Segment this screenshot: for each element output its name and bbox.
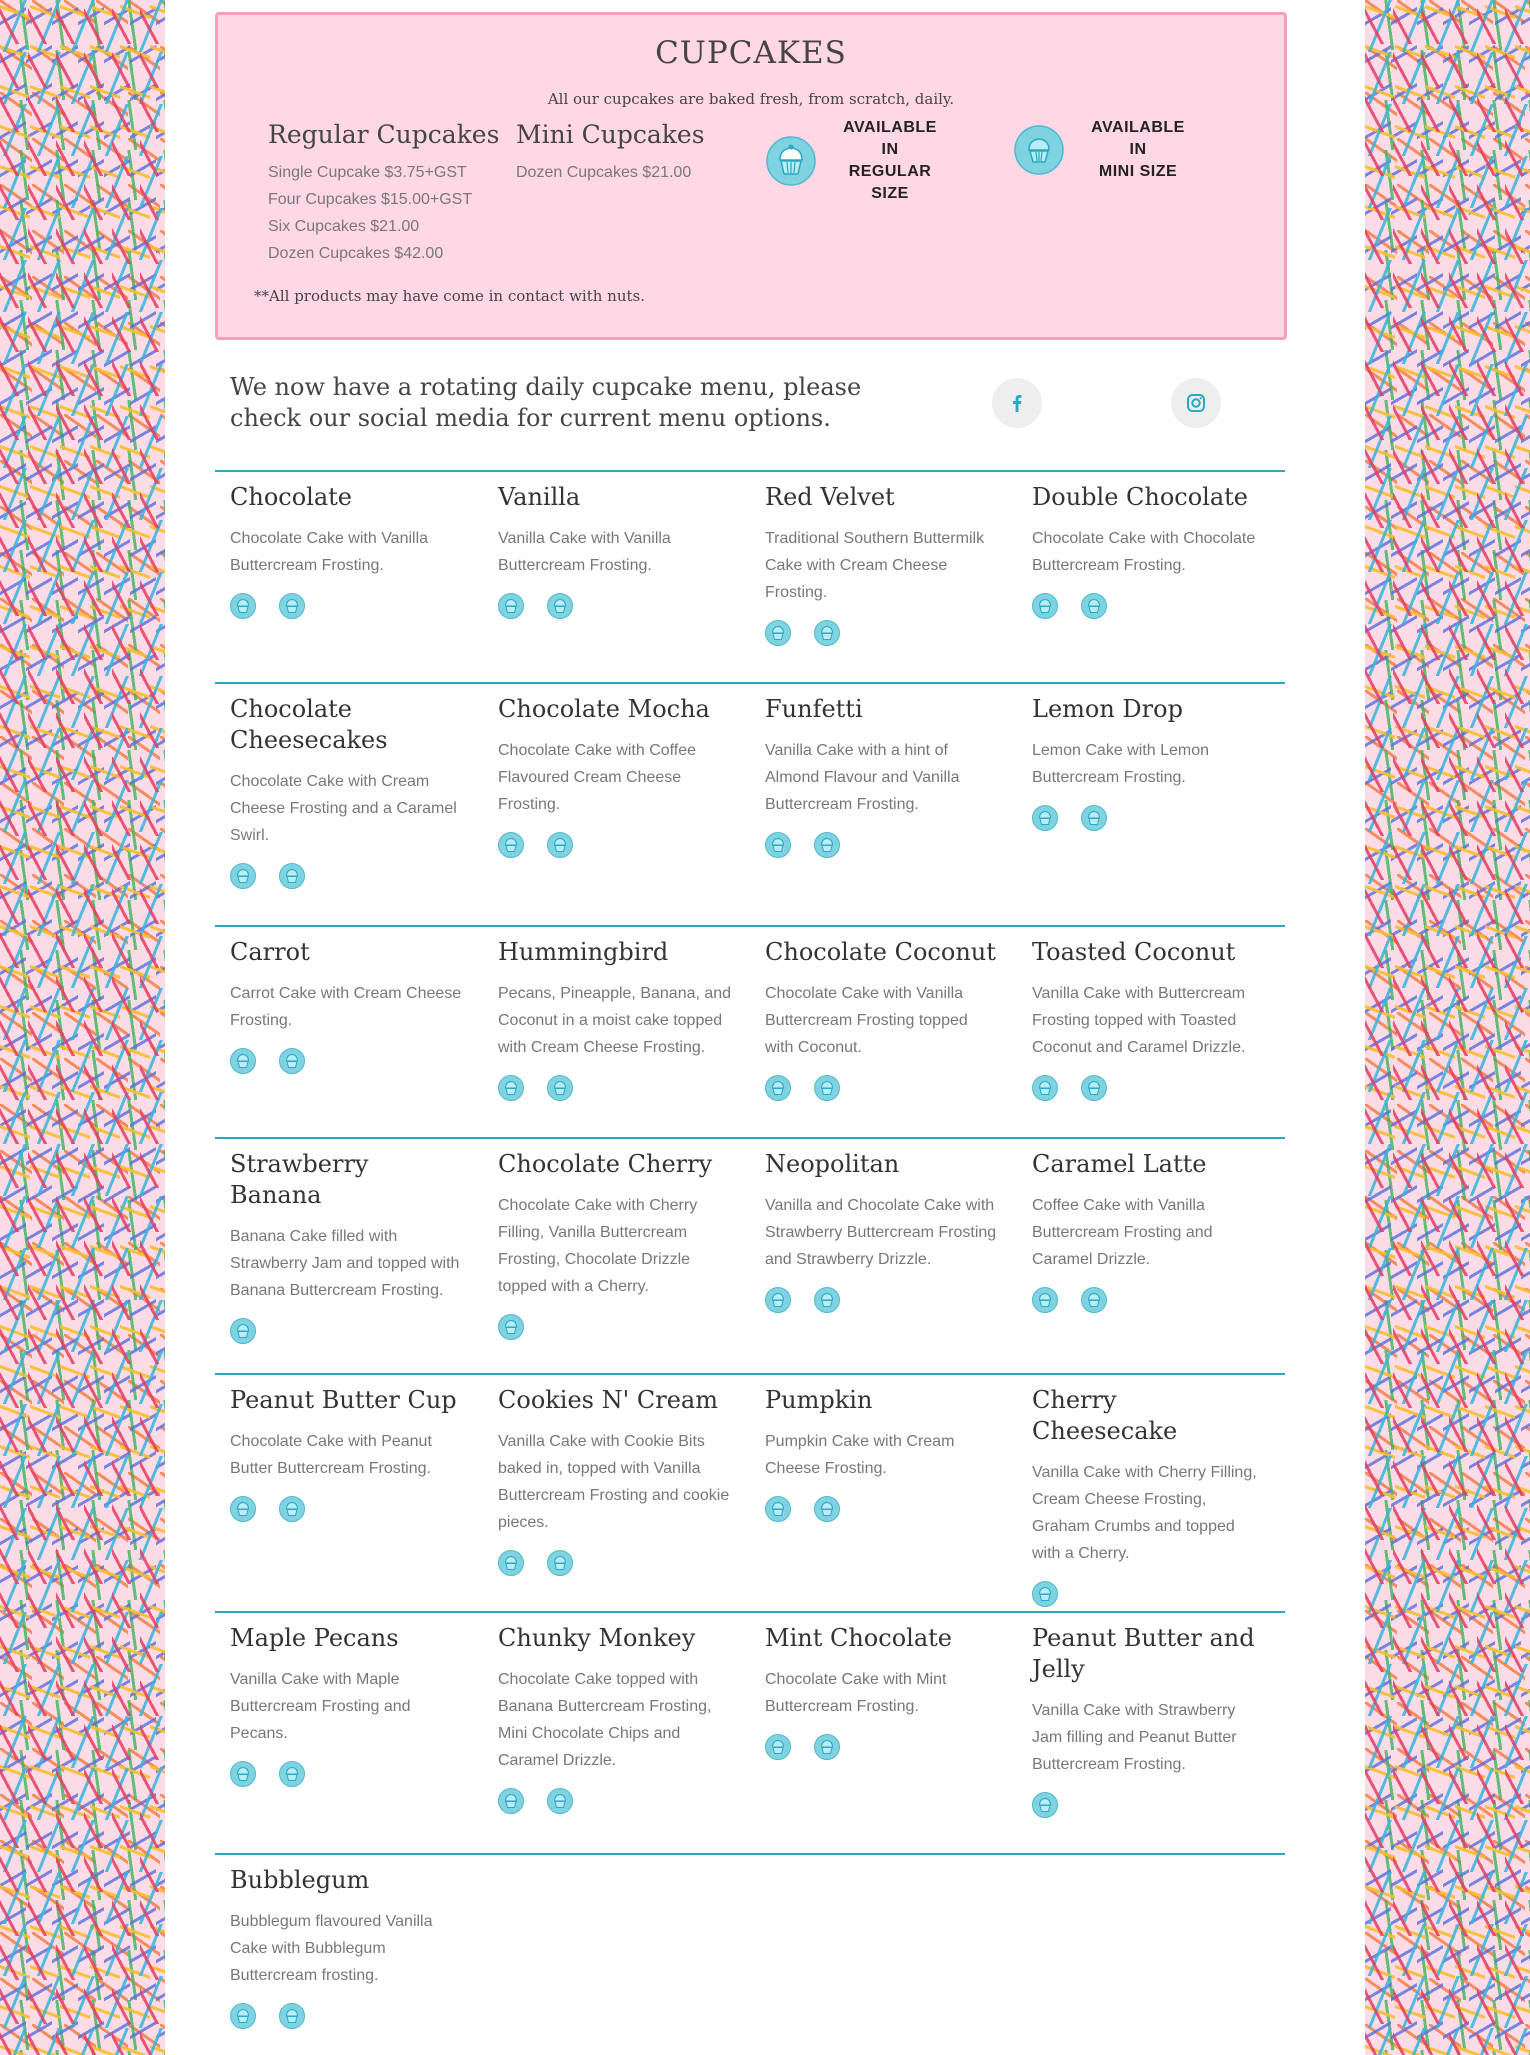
mini-cupcakes-prices <box>516 120 705 186</box>
rotating-menu-notice: We now have a rotating daily cupcake menu, please check our social media for current menu options. <box>230 373 862 432</box>
cupcake-icon <box>230 1318 256 1344</box>
cupcake-icon <box>765 1075 791 1101</box>
menu-item-description: Traditional Southern Buttermilk Cake with Cream Cheese Frosting. <box>765 530 985 601</box>
size-availability-icons <box>1032 1792 1267 1818</box>
cupcake-icon <box>765 1287 791 1313</box>
size-availability-icons <box>498 1550 733 1576</box>
cupcake-icon <box>230 1761 256 1787</box>
available-mini-label <box>1084 117 1192 183</box>
menu-row-divider <box>215 925 1285 927</box>
size-availability-icons <box>498 1075 733 1101</box>
cupcake-icon <box>765 832 791 858</box>
menu-item-description: Chocolate Cake with Chocolate Buttercream Frosting. <box>1032 530 1256 574</box>
menu-item-name: Chocolate Cheesecakes <box>230 695 388 754</box>
cupcake-icon <box>230 593 256 619</box>
menu-item-name: Chocolate Coconut <box>765 938 996 966</box>
regular-cupcakes-prices <box>268 120 499 267</box>
cupcake-icon <box>1081 593 1107 619</box>
menu-item-description: Chocolate Cake with Peanut Butter Buttercream Frosting. <box>230 1433 432 1477</box>
menu-item <box>765 937 1000 1101</box>
menu-item-description: Carrot Cake with Cream Cheese Frosting. <box>230 985 462 1029</box>
menu-item-name: Chocolate Cherry <box>498 1150 713 1178</box>
cupcake-icon <box>498 593 524 619</box>
menu-item-description: Pumpkin Cake with Cream Cheese Frosting. <box>765 1433 955 1477</box>
cupcake-icon <box>547 593 573 619</box>
menu-item-description: Bubblegum flavoured Vanilla Cake with Bubblegum Buttercream frosting. <box>230 1913 433 1984</box>
menu-item-name: Red Velvet <box>765 483 895 511</box>
cupcake-icon <box>230 2003 256 2029</box>
menu-item-name: Toasted Coconut <box>1032 938 1236 966</box>
cupcake-icon <box>498 1788 524 1814</box>
menu-item-name: Vanilla <box>498 483 581 511</box>
instagram-link[interactable] <box>1171 378 1221 428</box>
size-availability-icons <box>765 1734 1000 1760</box>
menu-item-name: Chocolate Mocha <box>498 695 710 723</box>
cupcake-icon <box>814 620 840 646</box>
menu-row-divider <box>215 1853 1285 1855</box>
cupcake-icon <box>279 593 305 619</box>
size-availability-icons <box>765 1496 1000 1522</box>
cupcake-icon <box>279 2003 305 2029</box>
menu-item <box>498 694 733 858</box>
menu-item <box>230 1865 465 2029</box>
menu-item-description: Vanilla Cake with Cookie Bits baked in, topped with Vanilla Buttercream Frosting and cookie pieces. <box>498 1433 730 1531</box>
cupcake-icon <box>230 1496 256 1522</box>
menu-item-description: Chocolate Cake with Cream Cheese Frosting and a Caramel Swirl. <box>230 773 457 844</box>
menu-item <box>1032 482 1267 619</box>
menu-item-name: Bubblegum <box>230 1866 370 1894</box>
cupcake-icon <box>547 1788 573 1814</box>
menu-item-description: Chocolate Cake topped with Banana Buttercream Frosting, Mini Chocolate Chips and Caramel Drizzle. <box>498 1671 712 1769</box>
menu-item <box>765 694 1000 858</box>
menu-item <box>765 1385 1000 1522</box>
cupcake-icon <box>1032 805 1058 831</box>
menu-item-name: Chunky Monkey <box>498 1624 696 1652</box>
pricing-title: CUPCAKES <box>655 35 847 71</box>
price-line: Dozen Cupcakes $21.00 <box>516 164 692 181</box>
menu-item-name: Pumpkin <box>765 1386 873 1414</box>
menu-item-name: Neopolitan <box>765 1150 900 1178</box>
menu-row-divider <box>215 1373 1285 1375</box>
menu-item-description: Vanilla Cake with a hint of Almond Flavour and Vanilla Buttercream Frosting. <box>765 742 960 813</box>
size-availability-icons <box>1032 805 1267 831</box>
menu-item <box>1032 1385 1267 1607</box>
menu-item-name: Hummingbird <box>498 938 669 966</box>
menu-item-description: Coffee Cake with Vanilla Buttercream Frosting and Caramel Drizzle. <box>1032 1197 1213 1268</box>
menu-item-description: Vanilla Cake with Strawberry Jam filling and Peanut Butter Buttercream Frosting. <box>1032 1702 1237 1773</box>
cupcake-icon <box>279 1761 305 1787</box>
menu-item-description: Vanilla Cake with Maple Buttercream Frosting and Pecans. <box>230 1671 411 1742</box>
cupcake-icon <box>498 1075 524 1101</box>
size-availability-icons <box>765 620 1000 646</box>
facebook-link[interactable] <box>992 378 1042 428</box>
menu-item <box>230 1623 465 1787</box>
menu-row-divider <box>215 682 1285 684</box>
menu-item <box>1032 937 1267 1101</box>
size-availability-icons <box>230 593 465 619</box>
available-line: AVAILABLE IN <box>843 119 937 158</box>
available-line: MINI SIZE <box>1098 163 1178 180</box>
menu-item-name: Peanut Butter Cup <box>230 1386 457 1414</box>
cupcake-icon <box>279 1048 305 1074</box>
menu-item-name: Lemon Drop <box>1032 695 1183 723</box>
menu-item <box>1032 1623 1267 1818</box>
size-availability-icons <box>498 593 733 619</box>
cupcake-icon <box>814 1287 840 1313</box>
menu-item-description: Chocolate Cake with Vanilla Buttercream Frosting topped with Coconut. <box>765 985 968 1056</box>
menu-item-description: Chocolate Cake with Coffee Flavoured Cream Cheese Frosting. <box>498 742 697 813</box>
cupcake-icon <box>765 1496 791 1522</box>
cupcake-icon <box>230 1048 256 1074</box>
menu-item-description: Vanilla Cake with Buttercream Frosting topped with Toasted Coconut and Caramel Drizzle. <box>1032 985 1246 1056</box>
size-availability-icons <box>765 1287 1000 1313</box>
price-line: Four Cupcakes $15.00+GST <box>268 191 473 208</box>
menu-row-divider <box>215 1611 1285 1613</box>
menu-item-name: Cherry Cheesecake <box>1032 1386 1178 1445</box>
facebook-icon <box>1007 393 1027 413</box>
cupcake-icon <box>1014 125 1064 175</box>
pricing-subtitle: All our cupcakes are baked fresh, from scratch, daily. <box>547 90 955 108</box>
menu-item <box>498 1623 733 1814</box>
size-availability-icons <box>1032 1287 1267 1313</box>
size-availability-icons <box>765 1075 1000 1101</box>
menu-item-name: Double Chocolate <box>1032 483 1249 511</box>
size-availability-icons <box>230 863 465 889</box>
size-availability-icons <box>230 2003 465 2029</box>
size-availability-icons <box>498 1788 733 1814</box>
cupcake-icon <box>498 1550 524 1576</box>
cupcake-icon <box>547 1075 573 1101</box>
regular-cupcakes-heading: Regular Cupcakes <box>268 120 500 149</box>
menu-item-description: Vanilla and Chocolate Cake with Strawberry Buttercream Frosting and Strawberry Drizzle. <box>765 1197 997 1268</box>
menu-item-name: Chocolate <box>230 483 352 511</box>
menu-item-name: Cookies N' Cream <box>498 1386 718 1414</box>
cupcake-icon <box>1081 1075 1107 1101</box>
cupcake-icon <box>1032 1287 1058 1313</box>
size-availability-icons <box>1032 593 1267 619</box>
menu-item <box>498 937 733 1101</box>
menu-item-description: Lemon Cake with Lemon Buttercream Frosting. <box>1032 742 1209 786</box>
size-availability-icons <box>498 832 733 858</box>
available-regular-label <box>836 117 944 205</box>
price-line: Single Cupcake $3.75+GST <box>268 164 467 181</box>
menu-item <box>498 1385 733 1576</box>
instagram-icon <box>1186 393 1206 413</box>
cupcake-icon <box>1032 1581 1058 1607</box>
menu-item <box>765 482 1000 646</box>
cupcake-icon <box>230 863 256 889</box>
available-mini-badge <box>1014 117 1192 183</box>
menu-item <box>765 1149 1000 1313</box>
menu-item <box>230 937 465 1074</box>
cupcake-icon <box>814 1075 840 1101</box>
menu-item-description: Chocolate Cake with Mint Buttercream Frosting. <box>765 1671 947 1715</box>
cupcake-icon <box>814 832 840 858</box>
menu-item <box>498 482 733 619</box>
size-availability-icons <box>1032 1075 1267 1101</box>
menu-item-name: Caramel Latte <box>1032 1150 1207 1178</box>
cupcake-icon <box>1081 805 1107 831</box>
cupcake-icon <box>1032 593 1058 619</box>
menu-item <box>230 1385 465 1522</box>
available-regular-badge <box>766 117 944 205</box>
menu-item <box>1032 1149 1267 1313</box>
menu-row-divider <box>215 1137 1285 1139</box>
menu-item-name: Mint Chocolate <box>765 1624 952 1652</box>
menu-item-name: Maple Pecans <box>230 1624 399 1652</box>
size-availability-icons <box>765 832 1000 858</box>
menu-item <box>230 1149 465 1344</box>
menu-item <box>1032 694 1267 831</box>
size-availability-icons <box>230 1761 465 1787</box>
sprinkles-background-right <box>1365 0 1530 2055</box>
price-line: Dozen Cupcakes $42.00 <box>268 245 444 262</box>
cupcake-icon <box>279 1496 305 1522</box>
menu-item <box>765 1623 1000 1760</box>
menu-item-name: Strawberry Banana <box>230 1150 369 1209</box>
cupcake-icon <box>1081 1287 1107 1313</box>
cupcake-icon <box>498 832 524 858</box>
pricing-panel <box>215 12 1287 340</box>
menu-item <box>498 1149 733 1340</box>
menu-item-description: Chocolate Cake with Vanilla Buttercream Frosting. <box>230 530 429 574</box>
cupcake-icon <box>279 863 305 889</box>
menu-item-description: Banana Cake filled with Strawberry Jam and topped with Banana Buttercream Frosting. <box>230 1228 460 1299</box>
cupcake-icon <box>547 832 573 858</box>
cupcake-icon <box>765 1734 791 1760</box>
size-availability-icons <box>230 1048 465 1074</box>
sprinkles-background-left <box>0 0 165 2055</box>
cupcake-icon <box>1032 1792 1058 1818</box>
allergy-note: **All products may have come in contact with nuts. <box>254 287 645 305</box>
cupcake-icon <box>765 620 791 646</box>
menu-item <box>230 482 465 619</box>
menu-item-description: Vanilla Cake with Cherry Filling, Cream Cheese Frosting, Graham Crumbs and topped with a Cherry. <box>1032 1464 1257 1562</box>
menu-item-description: Pecans, Pineapple, Banana, and Coconut in a moist cake topped with Cream Cheese Frosting. <box>498 985 732 1056</box>
available-line: AVAILABLE IN <box>1091 119 1185 158</box>
size-availability-icons <box>230 1318 465 1344</box>
main-content <box>165 0 1365 2055</box>
size-availability-icons <box>230 1496 465 1522</box>
menu-item-name: Peanut Butter and Jelly <box>1032 1624 1255 1683</box>
size-availability-icons <box>1032 1581 1267 1607</box>
menu-item-name: Carrot <box>230 938 310 966</box>
available-line: REGULAR SIZE <box>848 163 932 202</box>
mini-cupcakes-heading: Mini Cupcakes <box>516 120 705 149</box>
menu-row-divider <box>215 470 1285 472</box>
cupcake-icon <box>547 1550 573 1576</box>
cupcake-icon <box>498 1314 524 1340</box>
menu-item-description: Chocolate Cake with Cherry Filling, Vanilla Buttercream Frosting, Chocolate Drizzle topped with a Cherry. <box>498 1197 698 1295</box>
price-line: Six Cupcakes $21.00 <box>268 218 420 235</box>
size-availability-icons <box>498 1314 733 1340</box>
menu-item-description: Vanilla Cake with Vanilla Buttercream Frosting. <box>498 530 671 574</box>
menu-item-name: Funfetti <box>765 695 863 723</box>
cupcake-icon <box>814 1496 840 1522</box>
cupcake-icon <box>1032 1075 1058 1101</box>
cupcake-icon <box>766 136 816 186</box>
cupcake-icon <box>814 1734 840 1760</box>
menu-item <box>230 694 465 889</box>
